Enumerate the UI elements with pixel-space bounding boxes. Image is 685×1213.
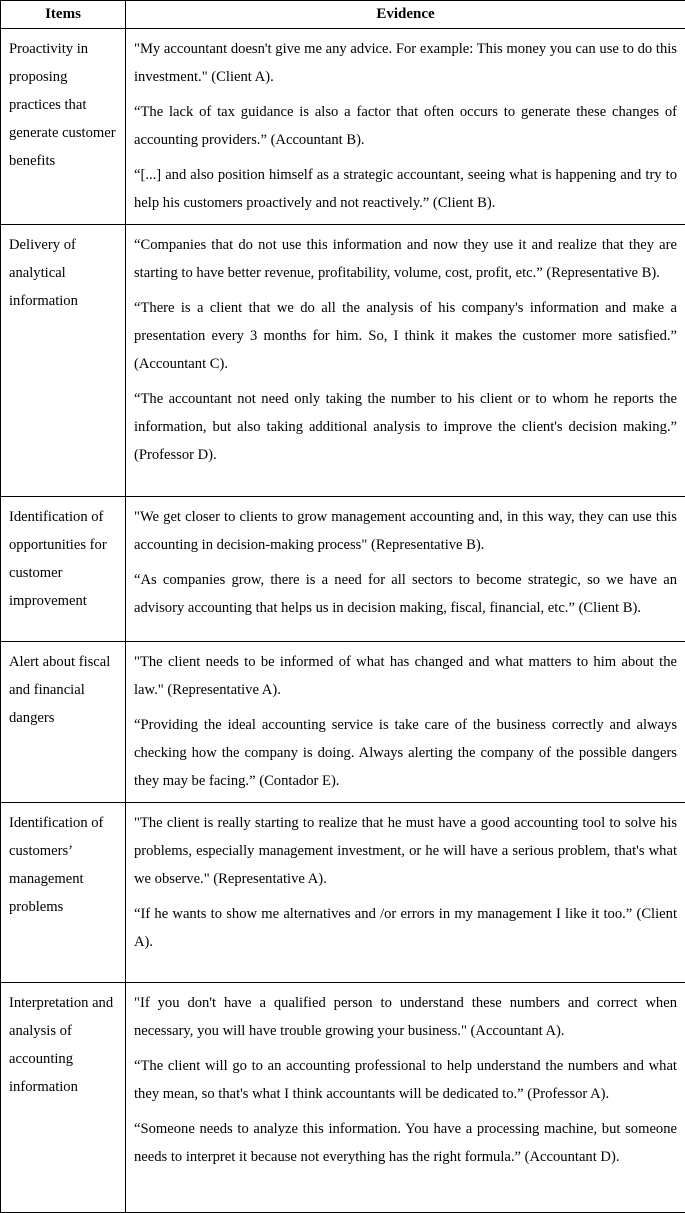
item-cell: Identification of customers’ management problems (1, 803, 126, 983)
evidence-quote: “Providing the ideal accounting service is take care of the business correctly and always checking how the company is doing. Always alerting the company of the possible dangers they may be facing.” (Contador E). (134, 711, 677, 795)
table-row (1, 642, 685, 803)
evidence-cell (126, 29, 685, 225)
item-cell: Delivery of analytical information (1, 225, 126, 497)
evidence-quote: “Someone needs to analyze this information. You have a processing machine, but someone needs to interpret it because not everything has the right formula.” (Accountant D). (134, 1115, 677, 1171)
table-row (1, 29, 685, 225)
evidence-quote: “There is a client that we do all the analysis of his company's information and make a presentation every 3 months for him. So, I think it makes the customer more satisfied.” (Accountant C). (134, 294, 677, 378)
item-cell: Alert about fiscal and financial dangers (1, 642, 126, 803)
table-row (1, 983, 685, 1213)
header-items: Items (1, 1, 126, 29)
evidence-quote: “The accountant not need only taking the number to his client or to whom he reports the information, but also taking additional analysis to improve the client's decision making.” (Professor D). (134, 385, 677, 469)
evidence-quote: "The client is really starting to realize that he must have a good accounting tool to solve his problems, especially management investment, or he will have a serious problem, that's what we observe." (Representative A). (134, 809, 677, 893)
evidence-quote: “If he wants to show me alternatives and /or errors in my management I like it too.” (Client A). (134, 900, 677, 956)
evidence-quote: “As companies grow, there is a need for all sectors to become strategic, so we have an advisory accounting that helps us in decision making, fiscal, financial, etc.” (Client B). (134, 566, 677, 622)
item-cell: Interpretation and analysis of accounting information (1, 983, 126, 1213)
table-row (1, 225, 685, 497)
evidence-cell (126, 497, 685, 642)
evidence-cell (126, 642, 685, 803)
table-row (1, 497, 685, 642)
evidence-quote: “The lack of tax guidance is also a factor that often occurs to generate these changes of accounting providers.” (Accountant B). (134, 98, 677, 154)
item-cell: Proactivity in proposing practices that generate customer benefits (1, 29, 126, 225)
evidence-cell (126, 803, 685, 983)
table-header-row (1, 1, 685, 29)
evidence-cell (126, 225, 685, 497)
evidence-quote: "We get closer to clients to grow management accounting and, in this way, they can use this accounting in decision-making process" (Representative B). (134, 503, 677, 559)
evidence-quote: "My accountant doesn't give me any advice. For example: This money you can use to do this investment." (Client A). (134, 35, 677, 91)
evidence-quote: “The client will go to an accounting professional to help understand the numbers and what they mean, so that's what I think accountants will be dedicated to.” (Professor A). (134, 1052, 677, 1108)
evidence-quote: “Companies that do not use this information and now they use it and realize that they are starting to have better revenue, profitability, volume, cost, profit, etc.” (Representative B). (134, 231, 677, 287)
item-cell: Identification of opportunities for customer improvement (1, 497, 126, 642)
table-row (1, 803, 685, 983)
evidence-cell (126, 983, 685, 1213)
evidence-quote: “[...] and also position himself as a strategic accountant, seeing what is happening and try to help his customers proactively and not reactively.” (Client B). (134, 161, 677, 217)
evidence-quote: "The client needs to be informed of what has changed and what matters to him about the law." (Representative A). (134, 648, 677, 704)
evidence-quote: "If you don't have a qualified person to understand these numbers and correct when necessary, you will have trouble growing your business." (Accountant A). (134, 989, 677, 1045)
header-evidence: Evidence (126, 1, 685, 29)
